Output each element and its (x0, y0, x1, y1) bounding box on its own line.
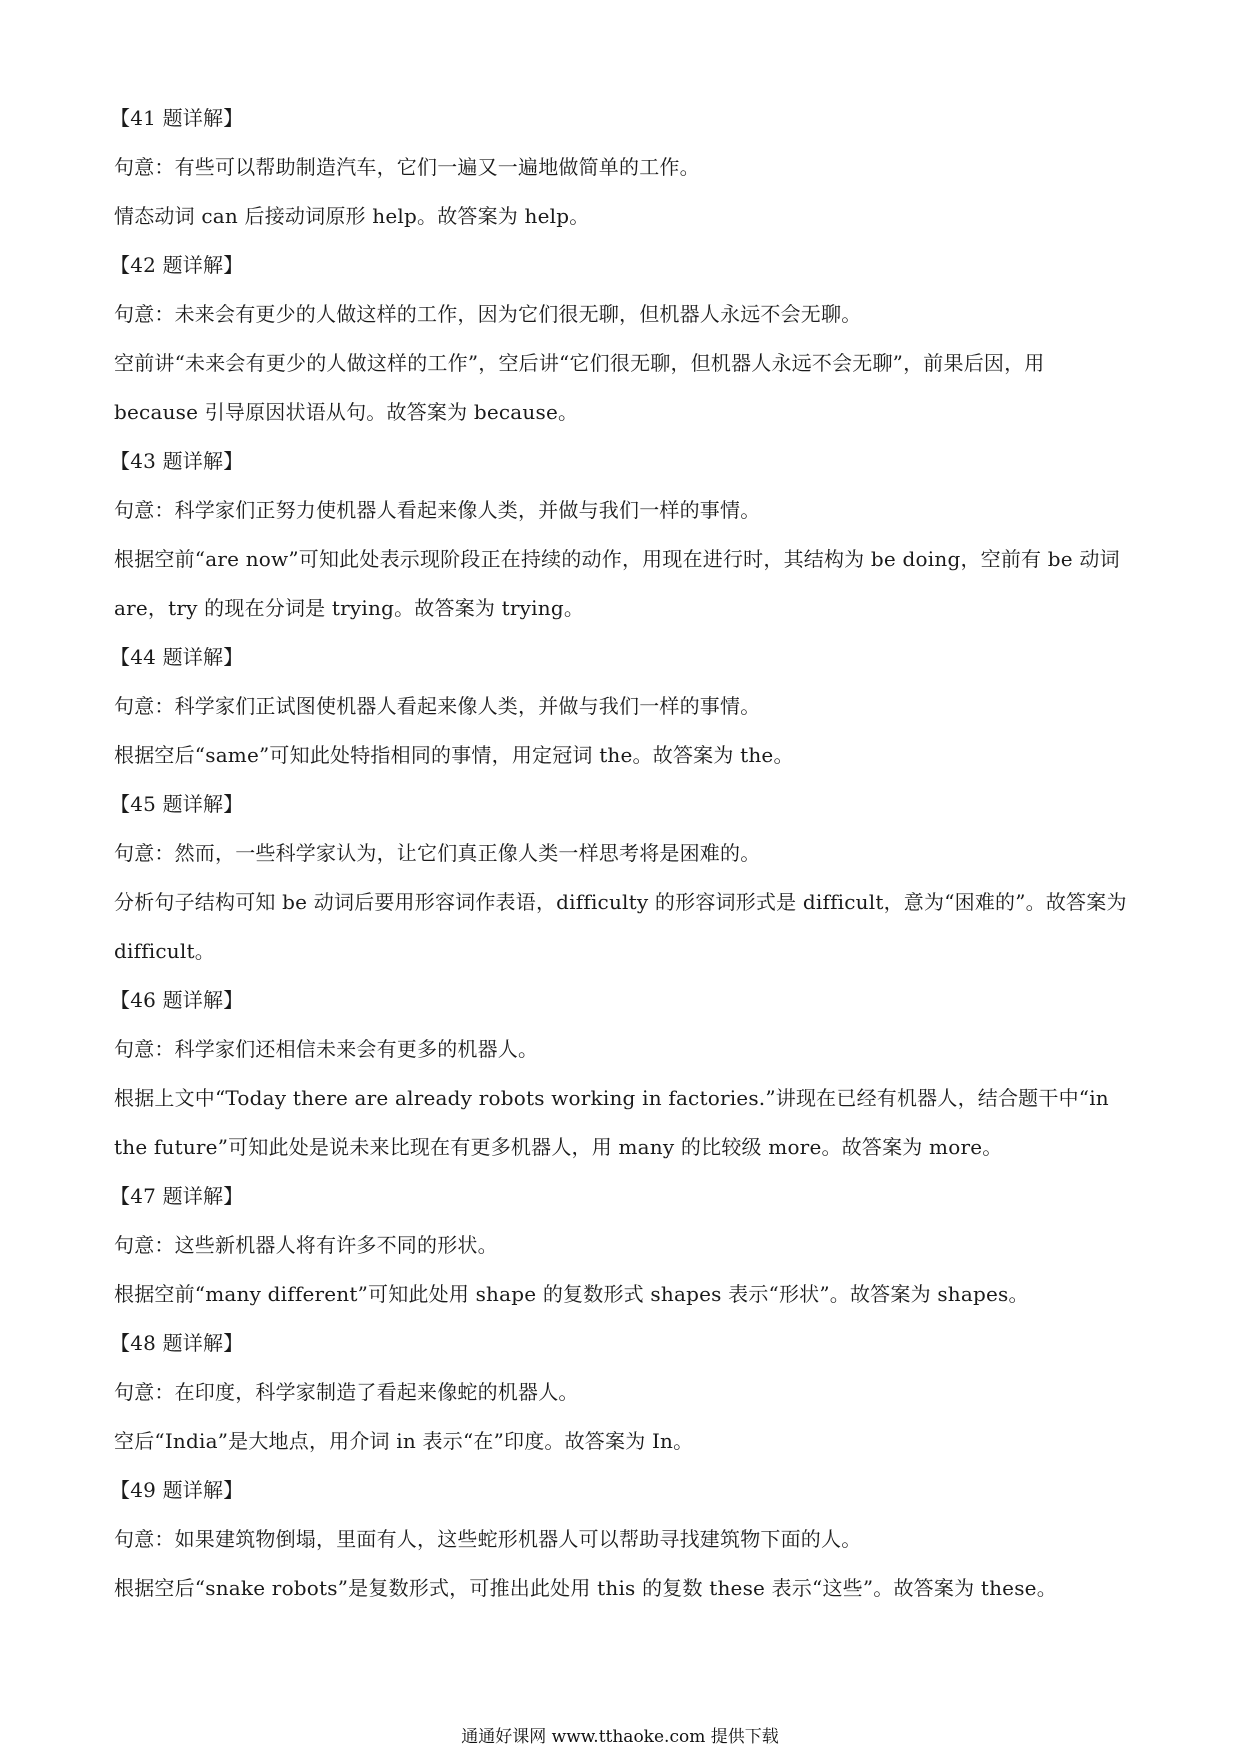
section-heading: 【41 题详解】 (110, 106, 244, 130)
paragraph-line: 根据上文中“Today there are already robots working in factories.”讲现在已经有机器人，结合题干中“in the future”可知此处是说未来比现在有更多机器人，用 many 的比较级 more。故答案为 more。 (114, 1086, 1109, 1159)
paragraph-line: 空后“India”是大地点，用介词 in 表示“在”印度。故答案为 In。 (114, 1429, 694, 1453)
footer-source-text: 通通好课网 www.tthaoke.com 提供下载 (461, 1727, 779, 1747)
section-heading: 【45 题详解】 (110, 792, 244, 816)
section-44 (110, 633, 1130, 780)
paragraph-line: 句意：科学家们还相信未来会有更多的机器人。 (114, 1037, 539, 1061)
section-heading: 【44 题详解】 (110, 645, 244, 669)
section-47 (110, 1172, 1130, 1319)
paragraph-line: 根据空前“are now”可知此处表示现阶段正在持续的动作，用现在进行时，其结构为 be doing，空前有 be 动词 are，try 的现在分词是 trying。故答案为 trying。 (114, 547, 1120, 620)
paragraph-line: 句意：如果建筑物倒塌，里面有人，这些蛇形机器人可以帮助寻找建筑物下面的人。 (114, 1527, 862, 1551)
paragraph-line: 句意：在印度，科学家制造了看起来像蛇的机器人。 (114, 1380, 579, 1404)
paragraph-line: 句意：未来会有更少的人做这样的工作，因为它们很无聊，但机器人永远不会无聊。 (114, 302, 862, 326)
section-heading: 【49 题详解】 (110, 1478, 244, 1502)
section-heading: 【42 题详解】 (110, 253, 244, 277)
paragraph-line: 根据空后“snake robots”是复数形式，可推出此处用 this 的复数 these 表示“这些”。故答案为 these。 (114, 1576, 1057, 1600)
section-heading: 【46 题详解】 (110, 988, 244, 1012)
paragraph-line: 句意：科学家们正努力使机器人看起来像人类，并做与我们一样的事情。 (114, 498, 761, 522)
paragraph-line: 分析句子结构可知 be 动词后要用形容词作表语，difficulty 的形容词形式是 difficult，意为“困难的”。故答案为 difficult。 (114, 890, 1127, 963)
paragraph-line: 根据空后“same”可知此处特指相同的事情，用定冠词 the。故答案为 the。 (114, 743, 794, 767)
section-heading: 【48 题详解】 (110, 1331, 244, 1355)
paragraph-line: 句意：然而，一些科学家认为，让它们真正像人类一样思考将是困难的。 (114, 841, 761, 865)
section-43 (110, 437, 1130, 633)
section-heading: 【47 题详解】 (110, 1184, 244, 1208)
section-49 (110, 1466, 1130, 1613)
section-45 (110, 780, 1130, 976)
document-body (110, 94, 1130, 1613)
paragraph-line: 空前讲“未来会有更少的人做这样的工作”，空后讲“它们很无聊，但机器人永远不会无聊”，前果后因，用 because 引导原因状语从句。故答案为 because。 (114, 351, 1045, 424)
section-42 (110, 241, 1130, 437)
paragraph-line: 句意：这些新机器人将有许多不同的形状。 (114, 1233, 498, 1257)
paragraph-line: 根据空前“many different”可知此处用 shape 的复数形式 shapes 表示“形状”。故答案为 shapes。 (114, 1282, 1029, 1306)
paragraph-line: 句意：科学家们正试图使机器人看起来像人类，并做与我们一样的事情。 (114, 694, 761, 718)
section-48 (110, 1319, 1130, 1466)
paragraph-line: 情态动词 can 后接动词原形 help。故答案为 help。 (114, 204, 590, 228)
section-41 (110, 94, 1130, 241)
paragraph-line: 句意：有些可以帮助制造汽车，它们一遍又一遍地做简单的工作。 (114, 155, 700, 179)
section-heading: 【43 题详解】 (110, 449, 244, 473)
section-46 (110, 976, 1130, 1172)
